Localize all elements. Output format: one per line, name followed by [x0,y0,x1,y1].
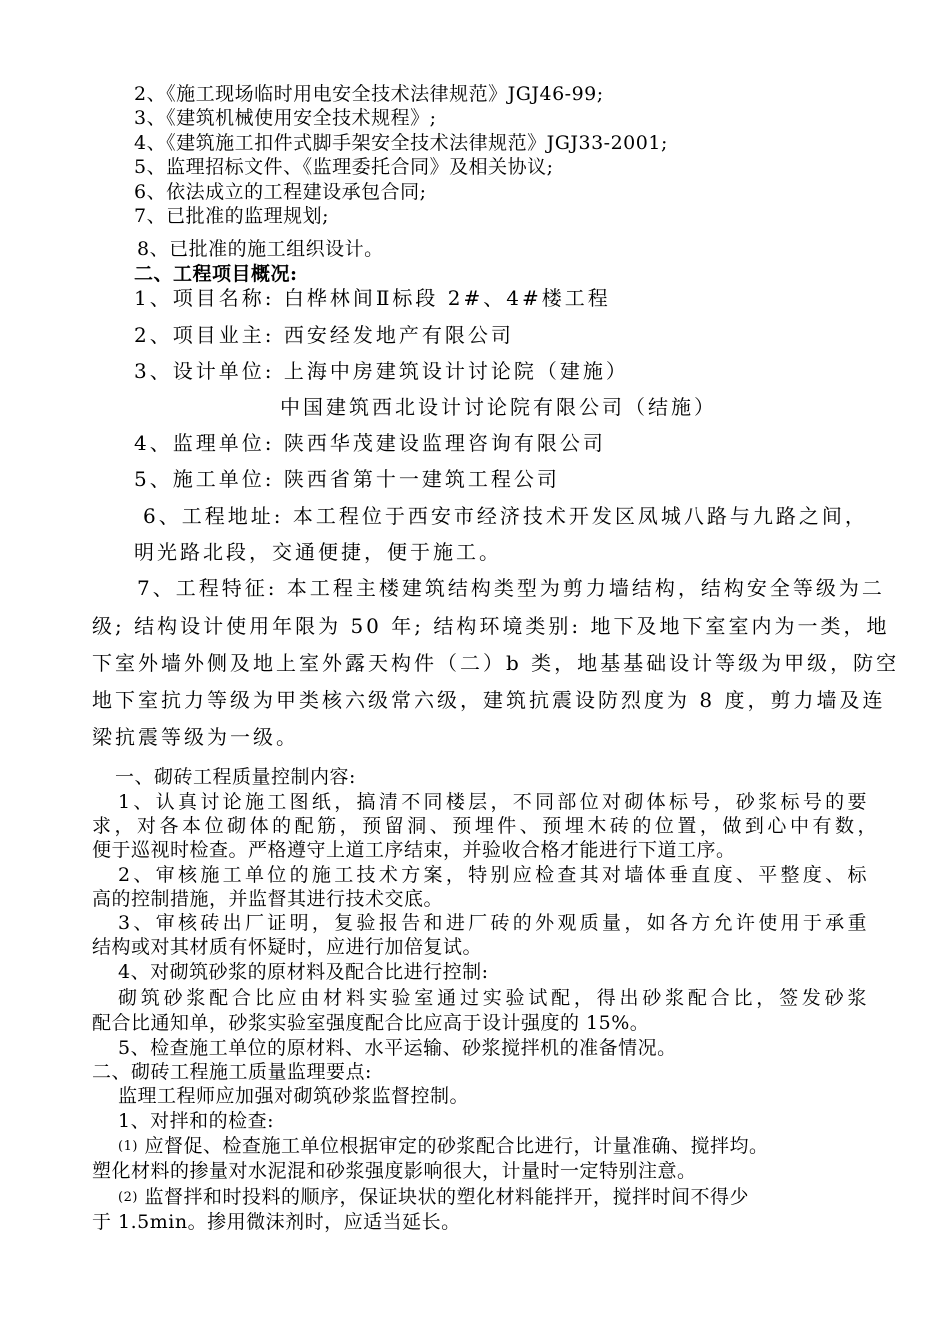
overview-item-7-line1: 7、工程特征: 本工程主楼建筑结构类型为剪力墙结构，结构安全等级为二 [137,576,885,600]
overview-item-1: 1、项目名称: 白桦林间Ⅱ标段 2#、4#楼工程 [134,286,611,310]
quality-item-1-line1: 1、认真讨论施工图纸，搞清不同楼层，不同部位对砌体标号，砂浆标号的要 [118,791,867,813]
quality-item-4-line1: 砌筑砂浆配合比应由材料实验室通过实验试配，得出砂浆配合比，签发砂浆 [118,987,867,1009]
quality-item-3-line1: 3、审核砖出厂证明，复验报告和进厂砖的外观质量，如各方允许使用于承重 [118,912,867,934]
quality-item-4-line2: 配合比通知单，砂浆实验室强度配合比应高于设计强度的 15%。 [92,1012,650,1034]
quality-item-4: 4、对砌筑砂浆的原材料及配合比进行控制: [118,961,489,983]
supervision-sub-1-line2: 塑化材料的掺量对水泥混和砂浆强度影响很大，计量时一定特别注意。 [92,1160,697,1182]
overview-item-7-line3: 下室外墙外侧及地上室外露天构件（二）b 类，地基基础设计等级为甲级，防空 [92,651,900,675]
sub-item-1-text: 应督促、检查施工单位根据审定的砂浆配合比进行，计量准确、搅拌均。 [144,1135,769,1157]
overview-item-3-cont: 中国建筑西北设计讨论院有限公司（结施） [280,395,717,419]
supervision-item-1: 1、对拌和的检查: [118,1110,274,1132]
overview-item-6-cont: 明光路北段，交通便捷，便于施工。 [134,540,502,564]
overview-item-7-line4: 地下室抗力等级为甲类核六级常六级，建筑抗震设防烈度为 8 度，剪力墙及连 [92,688,886,712]
supervision-sub-1-line1 [118,1134,878,1159]
supervision-sub-2-line1 [118,1185,867,1210]
ref-item-6: 6、依法成立的工程建设承包合同; [134,181,427,203]
supervision-sub-2-line2: 于 1.5min。掺用微沫剂时，应适当延长。 [92,1211,461,1233]
quality-item-5: 5、检查施工单位的原材料、水平运输、砂浆搅拌机的准备情况。 [118,1037,677,1059]
quality-item-1-line3: 便于巡视时检查。严格遵守上道工序结束，并验收合格才能进行下道工序。 [92,839,736,861]
supervision-intro: 监理工程师应加强对砌筑砂浆监督控制。 [118,1085,470,1107]
quality-item-1-line2: 求，对各本位砌体的配筋，预留洞、预埋件、预埋木砖的位置，做到心中有数， [92,815,877,837]
quality-item-2-line1: 2、审核施工单位的施工技术方案，特别应检查其对墙体垂直度、平整度、标 [118,864,867,886]
overview-item-6: 6、工程地址: 本工程位于西安市经济技术开发区凤城八路与九路之间， [143,504,868,528]
ref-item-4: 4、《建筑施工扣件式脚手架安全技术法律规范》JGJ33-2001; [134,132,668,154]
overview-item-4: 4、监理单位: 陕西华茂建设监理咨询有限公司 [134,431,606,455]
sub-item-2-text: 监督拌和时投料的顺序，保证块状的塑化材料能拌开，搅拌时间不得少 [144,1186,749,1208]
overview-item-7-line5: 梁抗震等级为一级。 [92,725,299,749]
ref-item-5: 5、监理招标文件、《监理委托合同》及相关协议; [134,156,554,178]
supervision-section-title: 二、砌砖工程施工质量监理要点: [92,1061,372,1083]
overview-item-3: 3、设计单位: 上海中房建筑设计讨论院（建施） [134,359,629,383]
overview-item-5: 5、施工单位: 陕西省第十一建筑工程公司 [134,467,560,491]
ref-item-3: 3、《建筑机械使用安全技术规程》; [134,107,437,129]
overview-item-2: 2、项目业主: 西安经发地产有限公司 [134,323,514,347]
quality-item-2-line2: 高的控制措施，并监督其进行技术交底。 [92,888,444,910]
sub-item-number-1: (1) [118,1139,138,1154]
quality-item-3-line2: 结构或对其材质有怀疑时，应进行加倍复试。 [92,936,483,958]
ref-item-2: 2、《施工现场临时用电安全技术法律规范》JGJ46-99; [134,83,604,105]
ref-item-8: 8、已批准的施工组织设计。 [137,238,384,260]
sub-item-number-2: (2) [118,1190,138,1205]
ref-item-7: 7、已批准的监理规划; [134,205,329,227]
overview-item-7-line2: 级; 结构设计使用年限为 50 年; 结构环境类别: 地下及地下室室内为一类，地 [92,614,890,638]
section-title-overview: 二、工程项目概况: [134,263,298,285]
quality-section-title: 一、砌砖工程质量控制内容: [115,766,356,788]
